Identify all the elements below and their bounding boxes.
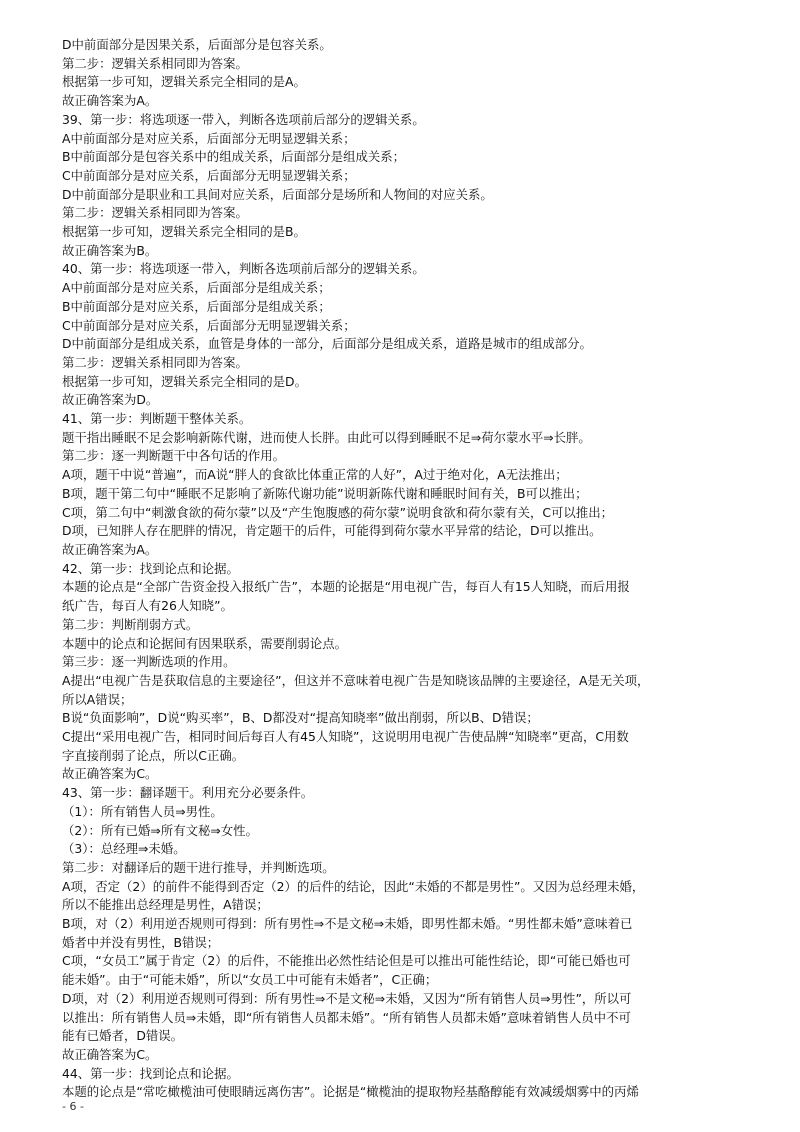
text-line: 41、第一步：判断题干整体关系。	[62, 411, 252, 427]
text-line: A项，题干中说“普遍”，而A说“胖人的食欲比体重正常的人好”，A过于绝对化，A无法推出；	[62, 467, 568, 483]
text-line: D中前面部分是因果关系，后面部分是包容关系。	[62, 37, 332, 52]
text-line: 第二步：逻辑关系相同即为答案。	[62, 55, 248, 71]
text-line: 第二步：逐一判断题干中各句话的作用。	[62, 448, 286, 464]
text-line: C提出“采用电视广告，相同时间后每百人有45人知晓”，这说明用电视广告使品牌“知晓率”更高，C用数	[62, 729, 629, 745]
text-line: 所以不能推出总经理是男性，A错误；	[62, 897, 269, 913]
text-line: C项，“女员工”属于肯定（2）的后件，不能推出必然性结论但是可以推出可能性结论，即“可能已婚也可	[62, 953, 631, 969]
text-line: C中前面部分是对应关系，后面部分无明显逻辑关系；	[62, 167, 356, 183]
text-line: C项，第二句中“刺激食欲的荷尔蒙”以及“产生饱腹感的荷尔蒙”说明食欲和荷尔蒙有关，C可以推出；	[62, 504, 613, 520]
text-line: A中前面部分是对应关系，后面部分无明显逻辑关系；	[62, 130, 356, 146]
text-line: 故正确答案为C。	[62, 1046, 158, 1062]
document-body	[62, 36, 742, 1102]
text-line: 根据第一步可知，逻辑关系完全相同的是A。	[62, 74, 306, 90]
text-line: 婚者中并没有男性，B错误；	[62, 934, 220, 950]
text-line: 第二步：判断削弱方式。	[62, 616, 199, 632]
text-line: 故正确答案为A。	[62, 541, 158, 557]
text-line: D项，对（2）利用逆否规则可得到：所有男性⇒不是文秘⇒未婚，又因为“所有销售人员⇒男性”，所以可	[62, 990, 632, 1006]
text-line: 能有已婚者，D错误。	[62, 1028, 184, 1044]
text-line: 故正确答案为C。	[62, 766, 158, 782]
text-line: A提出“电视广告是获取信息的主要途径”，但这并不意味着电视广告是知晓该品牌的主要途径，A是无关项，	[62, 672, 650, 688]
text-line: （3）：总经理⇒未婚。	[62, 841, 186, 857]
page-number: - 6 -	[62, 1100, 84, 1113]
text-line: B中前面部分是对应关系，后面部分是组成关系；	[62, 298, 331, 314]
text-line: 本题中的论点和论据间有因果联系，需要削弱论点。	[62, 635, 347, 651]
text-line: A项，否定（2）的前件不能得到否定（2）的后件的结论，因此“未婚的不都是男性”。又因为总经理未婚，	[62, 878, 645, 894]
text-line: 本题的论点是“常吃橄榄油可使眼睛远离伤害”。论据是“橄榄油的提取物羟基酪醇能有效减缓烟雾中的丙烯	[62, 1084, 639, 1100]
text-line: 故正确答案为A。	[62, 93, 158, 109]
text-line: 所以A错误；	[62, 691, 133, 707]
text-line: （1）：所有销售人员⇒男性。	[62, 803, 223, 819]
text-line: 42、第一步：找到论点和论据。	[62, 560, 239, 576]
text-line: 能未婚”。由于“可能未婚”，所以“女员工中可能有未婚者”，C正确；	[62, 972, 438, 988]
text-line: （2）：所有已婚⇒所有文秘⇒女性。	[62, 822, 258, 838]
text-line: 根据第一步可知，逻辑关系完全相同的是B。	[62, 224, 306, 240]
text-line: 故正确答案为D。	[62, 392, 159, 408]
text-line: B项，题干第二句中“睡眠不足影响了新陈代谢功能”说明新陈代谢和睡眠时间有关，B可以推出；	[62, 485, 588, 501]
text-line: D项，已知胖人存在肥胖的情况，肯定题干的后件，可能得到荷尔蒙水平异常的结论，D可以推出。	[62, 523, 602, 539]
text-line: 40、第一步：将选项逐一带入，判断各选项前后部分的逻辑关系。	[62, 261, 425, 277]
text-line: 故正确答案为B。	[62, 242, 158, 258]
text-line: 44、第一步：找到论点和论据。	[62, 1065, 239, 1081]
text-line: 以推出：所有销售人员⇒未婚，即“所有销售人员都未婚”。“所有销售人员都未婚”意味着销售人员中不可	[62, 1009, 631, 1025]
text-line: D中前面部分是组成关系，血管是身体的一部分，后面部分是组成关系，道路是城市的组成部分。	[62, 336, 592, 352]
text-line: B项，对（2）利用逆否规则可得到：所有男性⇒不是文秘⇒未婚，即男性都未婚。“男性都未婚”意味着已	[62, 916, 633, 932]
text-line: C中前面部分是对应关系，后面部分无明显逻辑关系；	[62, 317, 356, 333]
text-line: 根据第一步可知，逻辑关系完全相同的是D。	[62, 373, 307, 389]
text-line: B中前面部分是包容关系中的组成关系，后面部分是组成关系；	[62, 149, 406, 165]
text-line: 本题的论点是“全部广告资金投入报纸广告”，本题的论据是“用电视广告，每百人有15人知晓，而后用报	[62, 579, 630, 595]
text-line: 纸广告，每百人有26人知晓”。	[62, 598, 233, 614]
text-line: D中前面部分是职业和工具间对应关系，后面部分是场所和人物间的对应关系。	[62, 186, 493, 202]
text-line: 第二步：逻辑关系相同即为答案。	[62, 354, 248, 370]
text-line: 题干指出睡眠不足会影响新陈代谢，进而使人长胖。由此可以得到睡眠不足⇒荷尔蒙水平⇒长胖。	[62, 429, 591, 445]
text-line: 字直接削弱了论点，所以C正确。	[62, 747, 245, 763]
text-line: A中前面部分是对应关系，后面部分是组成关系；	[62, 280, 331, 296]
text-line: 第二步：逻辑关系相同即为答案。	[62, 205, 248, 221]
text-line: 43、第一步：翻译题干。利用充分必要条件。	[62, 785, 314, 801]
text-line: B说“负面影响”，D说“购买率”，B、D都没对“提高知晓率”做出削弱，所以B、D错误；	[62, 710, 539, 726]
text-line: 第三步：逐一判断选项的作用。	[62, 654, 236, 670]
text-line: 39、第一步：将选项逐一带入，判断各选项前后部分的逻辑关系。	[62, 111, 425, 127]
text-line: 第二步：对翻译后的题干进行推导，并判断选项。	[62, 859, 335, 875]
